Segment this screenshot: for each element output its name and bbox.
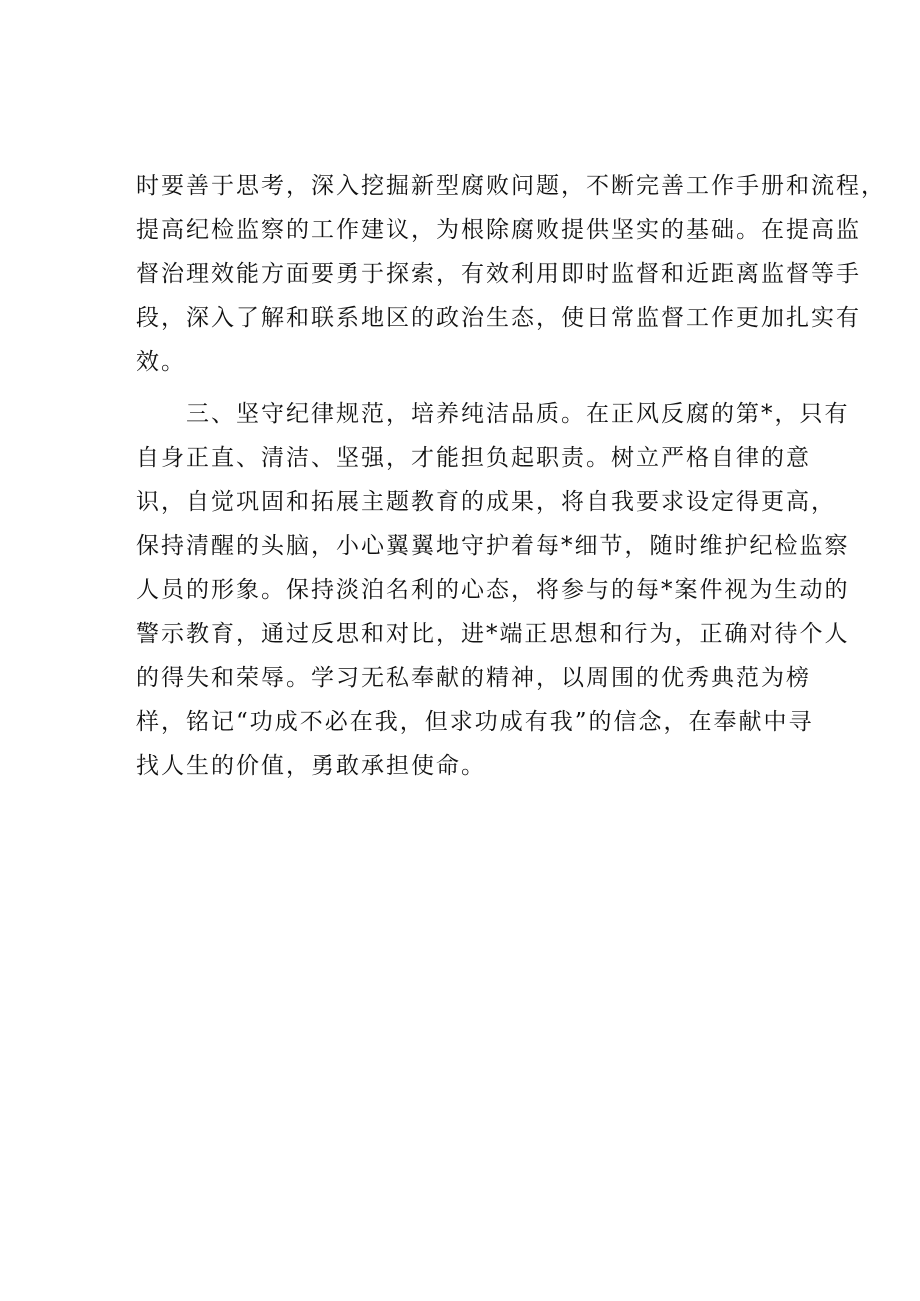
text-line: 找人生的价值，勇敢承担使命。 (136, 753, 486, 779)
text-line: 样，铭记“功成不必在我，但求功成有我”的信念，在奉献中寻 (136, 709, 814, 735)
text-line: 自身正直、清洁、坚强，才能担负起职责。树立严格自律的意 (136, 445, 811, 471)
text-line: 人员的形象。保持淡泊名利的心态，将参与的每*案件视为生动的 (136, 577, 850, 603)
text-line: 保持清醒的头脑，小心翼翼地守护着每*细节，随时维护纪检监察 (136, 533, 850, 559)
text-line: 提高纪检监察的工作建议，为根除腐败提供坚实的基础。在提高监 (136, 217, 861, 243)
paragraph-2 (136, 392, 850, 788)
text-line: 识，自觉巩固和拓展主题教育的成果，将自我要求设定得更高， (136, 489, 836, 515)
text-line: 警示教育，通过反思和对比，进*端正思想和行为，正确对待个人 (136, 621, 850, 647)
text-line: 三、坚守纪律规范，培养纯洁品质。在正风反腐的第*，只有 (136, 401, 850, 427)
document-body (136, 164, 886, 788)
text-line: 的得失和荣辱。学习无私奉献的精神，以周围的优秀典范为榜 (136, 665, 811, 691)
paragraph-1 (136, 164, 886, 384)
text-line: 时要善于思考，深入挖掘新型腐败问题，不断完善工作手册和流程， (136, 173, 886, 199)
text-line: 效。 (136, 349, 186, 375)
text-line: 段，深入了解和联系地区的政治生态，使日常监督工作更加扎实有 (136, 305, 861, 331)
paragraph-gap (136, 384, 800, 392)
text-line: 督治理效能方面要勇于探索，有效利用即时监督和近距离监督等手 (136, 261, 861, 287)
